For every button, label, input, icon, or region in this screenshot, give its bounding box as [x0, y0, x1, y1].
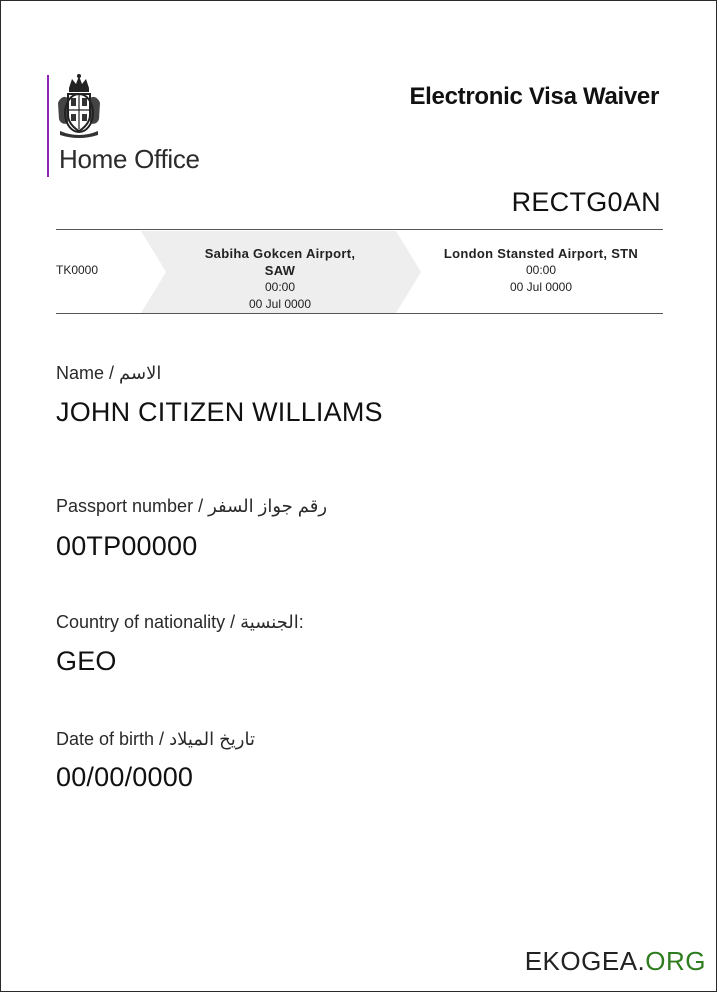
divider-top — [56, 229, 663, 230]
arrival-leg — [416, 245, 666, 296]
departure-code: SAW — [264, 263, 296, 278]
royal-crest-icon — [56, 73, 102, 139]
name-label: Name / الاسم — [56, 363, 162, 383]
passport-label: Passport number / رقم جواز السفر — [56, 496, 328, 516]
arrival-airport: London Stansted Airport, STN — [443, 246, 639, 261]
nationality-value: GEO — [56, 646, 117, 676]
departure-leg — [184, 245, 376, 313]
arrival-time: 00:00 — [525, 263, 557, 277]
departure-date: 00 Jul 0000 — [248, 297, 312, 311]
watermark — [525, 946, 706, 977]
dob-label: Date of birth / تاريخ الميلاد — [56, 729, 255, 749]
department-name: Home Office — [59, 144, 200, 174]
nationality-label: Country of nationality / الجنسية: — [56, 612, 304, 632]
flight-number: TK0000 — [56, 263, 99, 277]
passport-value: 00TP00000 — [56, 531, 198, 561]
dob-value: 00/00/0000 — [56, 762, 194, 792]
departure-airport: Sabiha Gokcen Airport, — [204, 246, 356, 261]
brand-bar — [47, 75, 49, 177]
departure-time: 00:00 — [264, 280, 296, 294]
document-title: Electronic Visa Waiver — [409, 83, 659, 110]
watermark-ext: ORG — [645, 946, 706, 976]
reference-number: RECTG0AN — [511, 187, 661, 217]
flight-band — [56, 231, 663, 313]
arrival-date: 00 Jul 0000 — [509, 280, 573, 294]
watermark-main: EKOGEA. — [524, 946, 646, 976]
divider-bottom — [56, 313, 663, 314]
name-value: JOHN CITIZEN WILLIAMS — [56, 397, 383, 427]
